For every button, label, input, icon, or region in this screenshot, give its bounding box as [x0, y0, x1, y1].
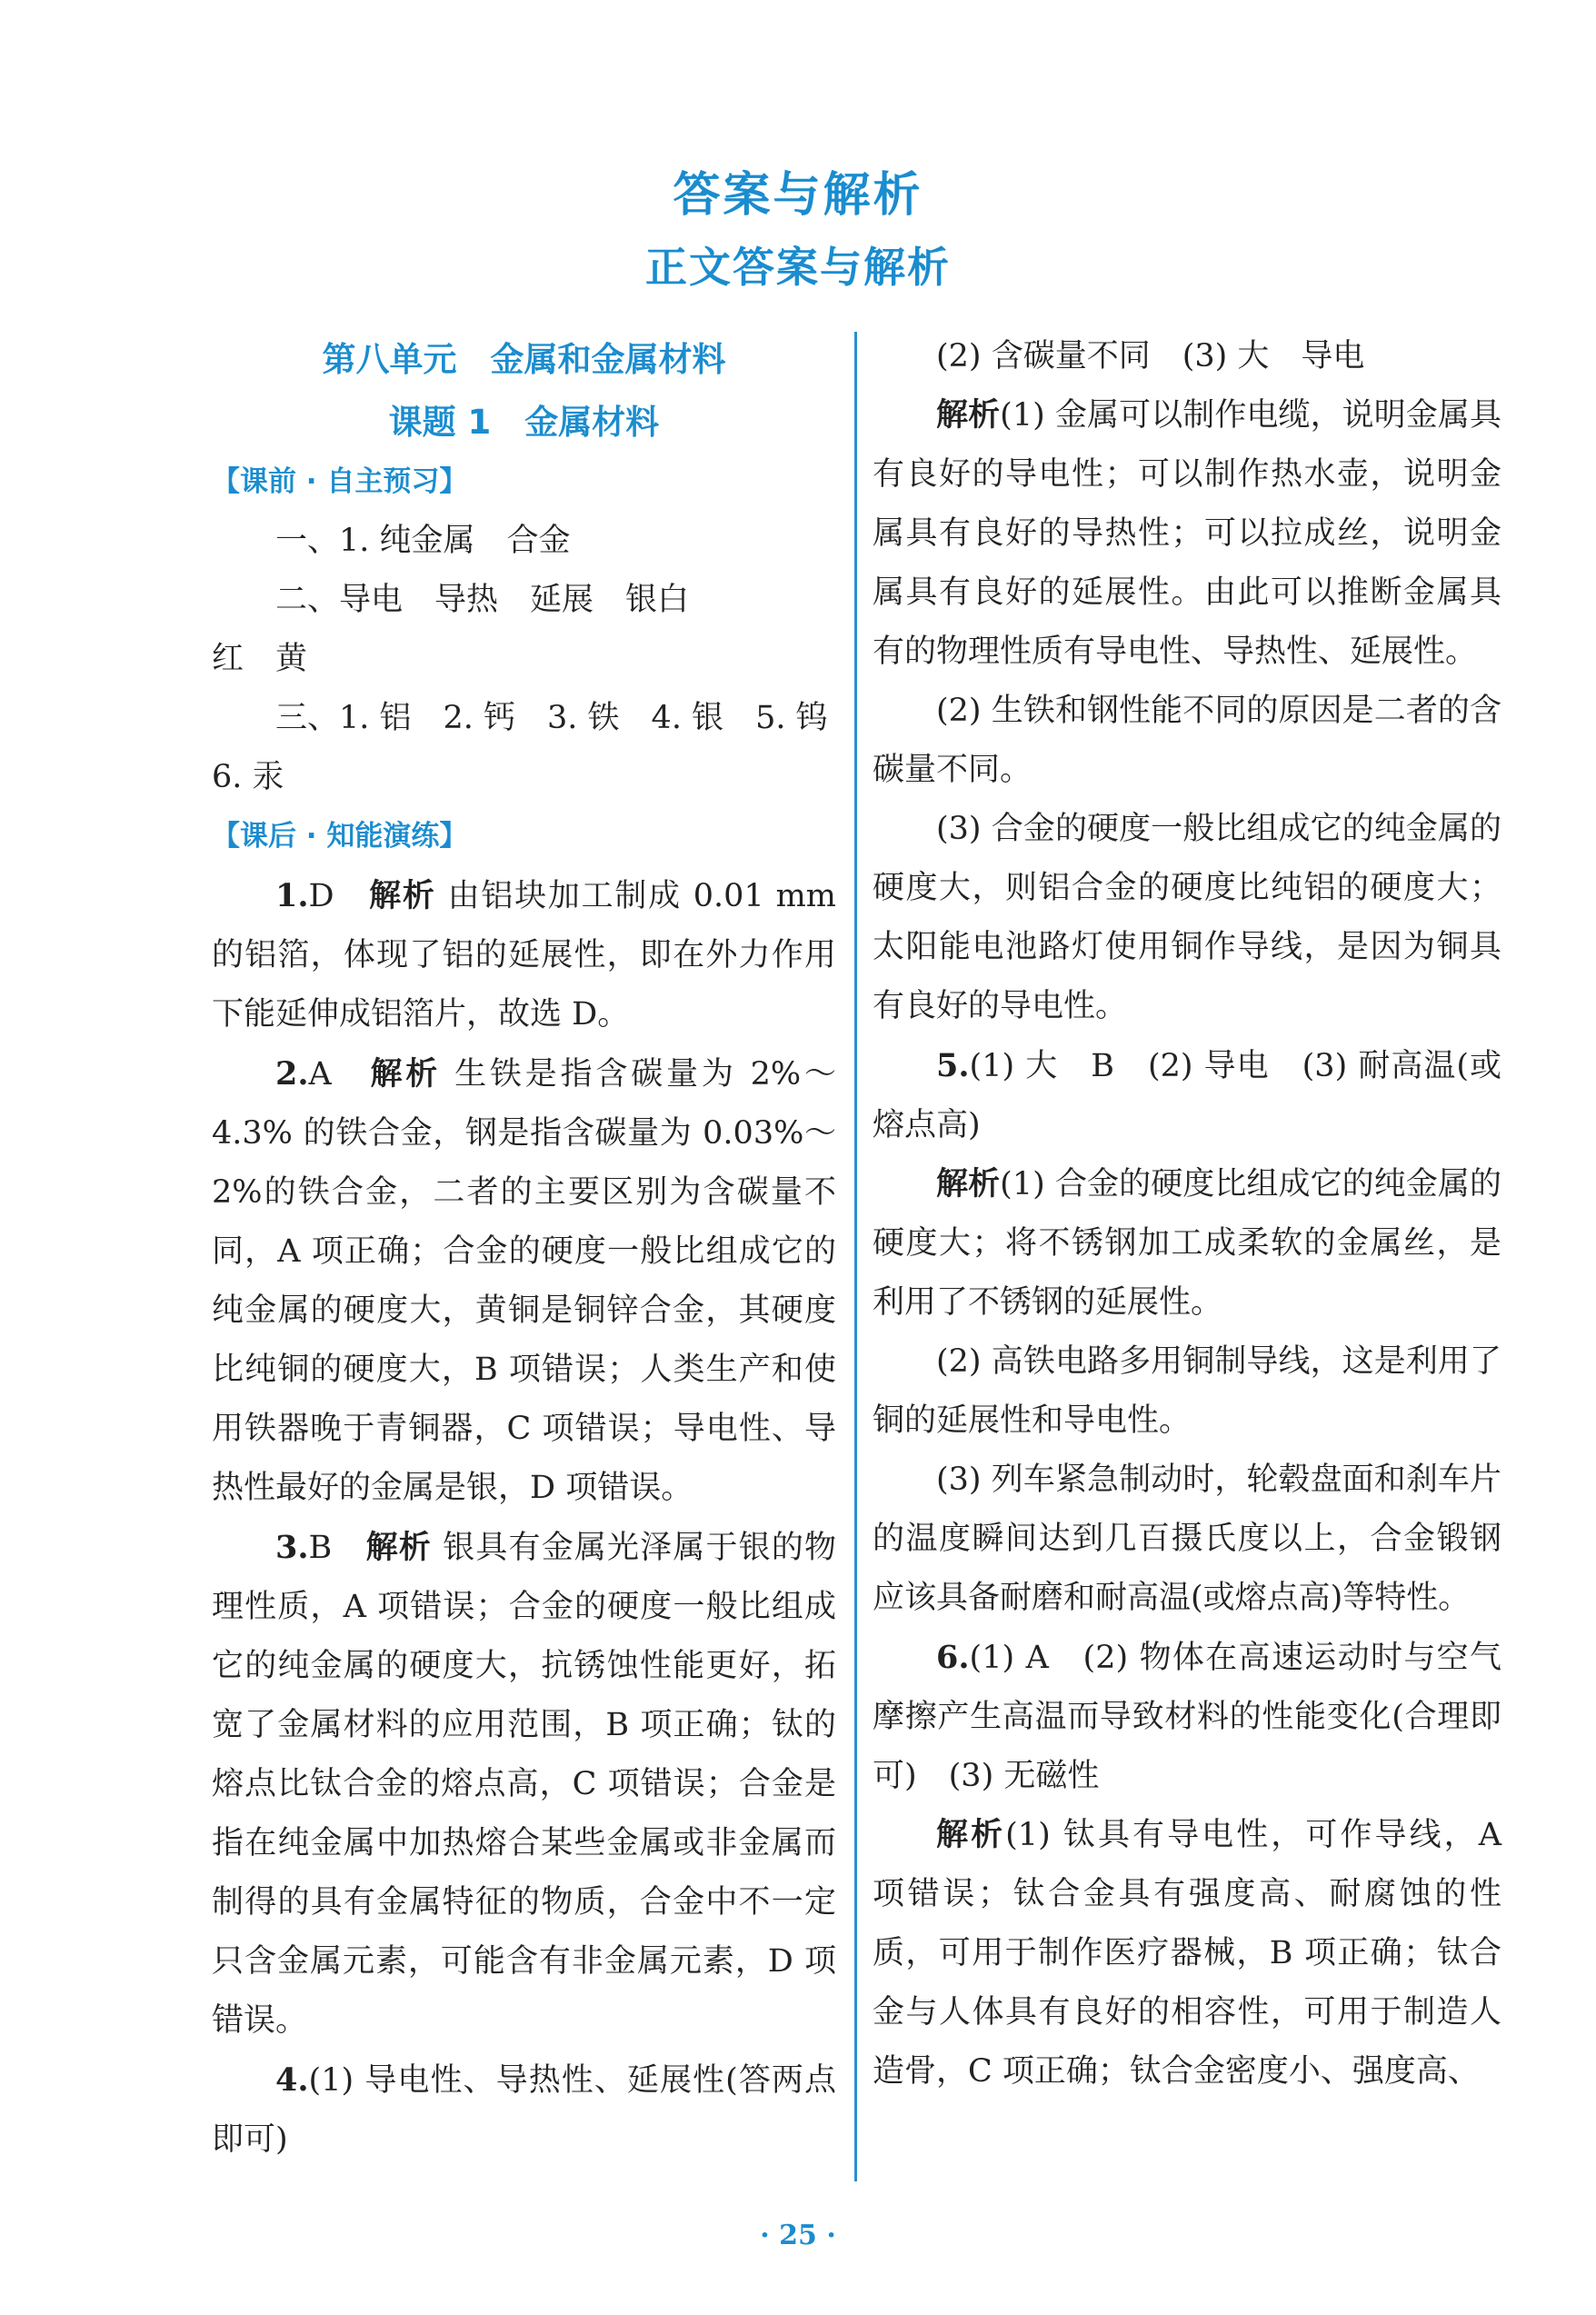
question-number: 3. [275, 1529, 309, 1566]
analysis-text: (1) 钛具有导电性，可作导线，A 项错误；钛合金具有强度高、耐腐蚀的性质，可用于制作医疗器械，B 项正确；钛合金与人体具有良好的相容性，可用于制造人造骨，C 项正确；钛合金密度小、强度高、 [873, 1817, 1501, 2090]
question-answer: B [308, 1530, 333, 1566]
analysis-label: 解析 [369, 878, 436, 914]
question-answer: (1) 大 B (2) 导电 (3) 耐高温(或熔点高) [873, 1048, 1501, 1143]
question-answer: (1) A (2) 物体在高速运动时与空气摩擦产生高温而导致材料的性能变化(合理即可) (3) 无磁性 [873, 1640, 1501, 1794]
analysis-label: 解析 [936, 1166, 1001, 1202]
question-number: 4. [275, 2061, 309, 2099]
pre-line-4: 三、1. 铝 2. 钙 3. 铁 4. 银 5. 钨 [275, 700, 828, 736]
question-analysis: 银具有金属光泽属于银的物理性质，A 项错误；合金的硬度一般比组成它的纯金属的硬度大，抗锈蚀性能更好，拓宽了金属材料的应用范围，B 项正确；钛的熔点比钛合金的熔点高，C 项错误；合金是指在纯金属中加热熔合某些金属或非金属而制得的具有金属特征的物质，合金中不一定只含金属元素，可能含有非金属元素，D 项错误。 [212, 1530, 836, 2039]
question-5-analysis-2: (2) 高铁电路多用铜制导线，这是利用了铜的延展性和导电性。 [873, 1343, 1501, 1439]
pre-line-1: 一、1. 纯金属 合金 [275, 523, 571, 559]
question-number: 1. [275, 877, 309, 914]
pre-line-5: 6. 汞 [212, 759, 284, 795]
question-analysis: 由铝块加工制成 0.01 mm 的铝箔，体现了铝的延展性，即在外力作用下能延伸成铝箔片，故选 D。 [212, 878, 836, 1033]
question-4-answer-1 [212, 2051, 836, 2170]
analysis-label: 解析 [365, 1530, 432, 1566]
question-4-analysis-3: (3) 合金的硬度一般比组成它的纯金属的硬度大，则铝合金的硬度比纯铝的硬度大；太阳能电池路灯使用铜作导线，是因为铜具有良好的导电性。 [873, 811, 1501, 1024]
question-4-answer-2: (2) 含碳量不同 (3) 大 导电 [936, 338, 1365, 374]
pre-line-2: 二、导电 导热 延展 银白 [275, 582, 690, 618]
question-5-analysis-1 [873, 1155, 1501, 1332]
lesson-title: 课题 1 金属材料 [388, 403, 660, 442]
question-number: 6. [936, 1639, 970, 1676]
column-divider [854, 332, 857, 2181]
question-number: 2. [275, 1055, 309, 1093]
question-3 [212, 1518, 836, 2051]
question-5-analysis-3: (3) 列车紧急制动时，轮毂盘面和刹车片的温度瞬间达到几百摄氏度以上，合金锻钢应该具备耐磨和耐高温(或熔点高)等特性。 [873, 1462, 1501, 1616]
question-2 [212, 1044, 836, 1518]
question-5 [873, 1036, 1501, 1155]
analysis-label: 解析 [936, 397, 1001, 434]
question-1 [212, 866, 836, 1044]
analysis-label: 解析 [370, 1056, 442, 1093]
question-analysis: 生铁是指含碳量为 2%～4.3% 的铁合金，钢是指含碳量为 0.03%～2%的铁合金，二者的主要区别为含碳量不同，A 项正确；合金的硬度一般比组成它的纯金属的硬度大，黄铜是铜锌合金，其硬度比纯铜的硬度大，B 项错误；人类生产和使用铁器晚于青铜器，C 项错误；导电性、导热性最好的金属是银，D 项错误。 [212, 1056, 836, 1506]
section-after-class: 【课后 · 知能演练】 [212, 820, 468, 853]
question-6-analysis-1 [873, 1806, 1501, 2101]
question-answer: D [308, 878, 334, 914]
left-column [212, 327, 836, 2170]
page-number: · 25 · [760, 2220, 836, 2251]
question-6 [873, 1628, 1501, 1806]
pre-line-3: 红 黄 [212, 641, 308, 677]
sub-title: 正文答案与解析 [645, 243, 951, 292]
unit-title: 第八单元 金属和金属材料 [322, 340, 726, 379]
question-4-analysis-1 [873, 386, 1501, 682]
analysis-label: 解析 [936, 1817, 1006, 1853]
right-column [873, 327, 1501, 2101]
analysis-text: (1) 金属可以制作电缆，说明金属具有良好的导电性；可以制作热水壶，说明金属具有良好的导热性；可以拉成丝，说明金属具有良好的延展性。由此可以推断金属具有的物理性质有导电性、导热性、延展性。 [873, 397, 1501, 670]
question-answer: A [308, 1056, 332, 1093]
main-title: 答案与解析 [673, 168, 923, 223]
question-number: 5. [936, 1047, 970, 1084]
section-before-class: 【课前 · 自主预习】 [212, 465, 468, 498]
question-4-analysis-2: (2) 生铁和钢性能不同的原因是二者的含碳量不同。 [873, 693, 1501, 788]
question-answer: (1) 导电性、导热性、延展性(答两点即可) [212, 2062, 836, 2158]
analysis-text: (1) 合金的硬度比组成它的纯金属的硬度大；将不锈钢加工成柔软的金属丝，是利用了不锈钢的延展性。 [873, 1166, 1501, 1321]
